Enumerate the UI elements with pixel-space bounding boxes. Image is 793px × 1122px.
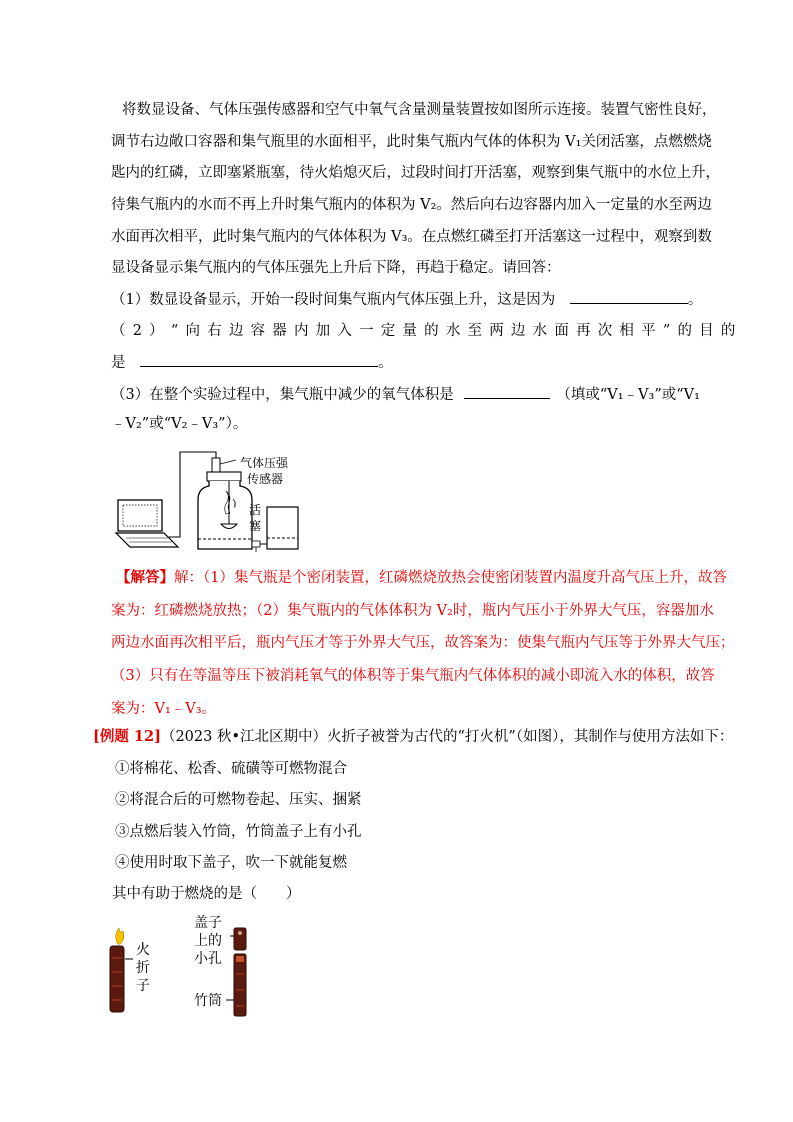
intro-line-1: 将数显设备、气体压强传感器和空气中氧气含量测量装置按如图所示连接。装置气密性良好， xyxy=(122,102,717,118)
answer-line-3: 两边水面再次相平后，瓶内气压才等于外界大气压，故答案为：使集气瓶内气压等于外界大气压； xyxy=(111,635,735,651)
example-12-question: 其中有助于燃烧的是（ ） xyxy=(112,886,301,902)
example-12-header xyxy=(93,727,733,747)
bottle-stopper xyxy=(207,472,241,481)
question-1-end: 。 xyxy=(687,292,703,308)
question-3-tail: （填或“V₁﹣V₃”或“V₁ xyxy=(556,387,700,403)
question-2-end: 。 xyxy=(378,355,393,371)
answer-line-5: 案为：V₁﹣V₃。 xyxy=(111,701,217,717)
valve-label-1: 活 xyxy=(249,503,262,517)
laptop-display xyxy=(123,505,157,526)
label-cap-1: 盖子 xyxy=(194,915,222,931)
intro-line-3: 匙内的红磷，立即塞紧瓶塞，待火焰熄灭后，过段时间打开活塞，观察到集气瓶中的水位上升， xyxy=(111,165,720,181)
fire-stick-body xyxy=(110,946,124,1012)
label-zi: 子 xyxy=(136,978,150,994)
answer-text-1: 解：（1）集气瓶是个密闭装置，红磷燃烧放热会使密闭装置内温度升高气压上升，故答 xyxy=(174,570,727,586)
label-cap-3: 小孔 xyxy=(194,951,222,967)
intro-line-5: 水面再次相平，此时集气瓶内的气体体积为 V₃。在点燃红磷至打开活塞这一过程中，观察到数 xyxy=(111,229,712,245)
question-3-line-2: ﹣V₂”或“V₂﹣V₃”）。 xyxy=(111,416,248,432)
sensor-label-2: 传感器 xyxy=(247,472,284,486)
answer-line-2: 案为：红磷燃烧放热；（2）集气瓶内的气体体积为 V₂时，瓶内气压小于外界大气压，容器加水 xyxy=(111,603,714,619)
open-container xyxy=(267,507,298,549)
question-3-text: （3）在整个实验过程中，集气瓶中减少的氧气体积是 xyxy=(111,387,454,403)
question-2: （2）“向右边容器内加入一定量的水至两边水面再次相平”的目的 xyxy=(111,323,743,339)
step-1: ①将棉花、松香、硫磺等可燃物混合 xyxy=(115,761,347,777)
answer-blank-1[interactable] xyxy=(570,289,688,304)
example-12-text: （2023 秋•江北区期中）火折子被誉为古代的“打火机”（如图），其制作与使用方法如下： xyxy=(160,729,734,745)
question-1-text: （1）数显设备显示，开始一段时间集气瓶内气体压强上升，这是因为 xyxy=(111,292,556,308)
answer-tag: 【解答】 xyxy=(116,569,174,586)
question-2-cont xyxy=(111,352,393,373)
step-3: ③点燃后装入竹筒，竹筒盖子上有小孔 xyxy=(115,824,362,840)
label-zhe: 折 xyxy=(136,960,150,976)
valve-label-2: 塞 xyxy=(249,519,262,533)
flame-icon xyxy=(116,928,124,944)
question-2-cont-text: 是 xyxy=(111,355,126,371)
intro-line-4: 待集气瓶内的水而不再上升时集气瓶内的体积为 V₂。然后向右边容器内加入一定量的水至两边 xyxy=(111,197,712,213)
label-huo: 火 xyxy=(136,942,150,958)
step-4: ④使用时取下盖子，吹一下就能复燃 xyxy=(115,855,347,871)
apparatus-figure xyxy=(112,444,304,556)
intro-line-6: 显设备显示集气瓶内的气体压强先上升后下降，再趋于稳定。请回答： xyxy=(111,260,561,276)
question-3 xyxy=(111,384,700,405)
answer-blank-2[interactable] xyxy=(140,352,378,367)
answer-blank-3[interactable] xyxy=(464,384,550,399)
answer-line-4: （3）只有在等温等压下被消耗氧气的体积等于集气瓶内气体体积的减小即流入水的体积，故答 xyxy=(111,668,715,684)
bamboo-tube xyxy=(234,954,246,1016)
fire-stick-figure xyxy=(104,914,264,1020)
label-tube: 竹筒 xyxy=(194,993,222,1009)
step-2: ②将混合后的可燃物卷起、压实、捆紧 xyxy=(115,792,362,808)
label-cap-2: 上的 xyxy=(194,933,222,949)
laptop-keyboard xyxy=(116,533,178,547)
answer-line-1 xyxy=(116,568,727,588)
intro-line-2: 调节右边敞口容器和集气瓶里的水面相平，此时集气瓶内气体的体积为 V₁关闭活塞，点燃燃烧 xyxy=(111,134,712,150)
example-12-tag: [例题 12] xyxy=(93,728,161,745)
valve[interactable] xyxy=(252,541,260,547)
sensor-label-1: 气体压强 xyxy=(240,456,289,470)
cap-hole xyxy=(238,931,242,935)
question-1 xyxy=(111,289,702,310)
